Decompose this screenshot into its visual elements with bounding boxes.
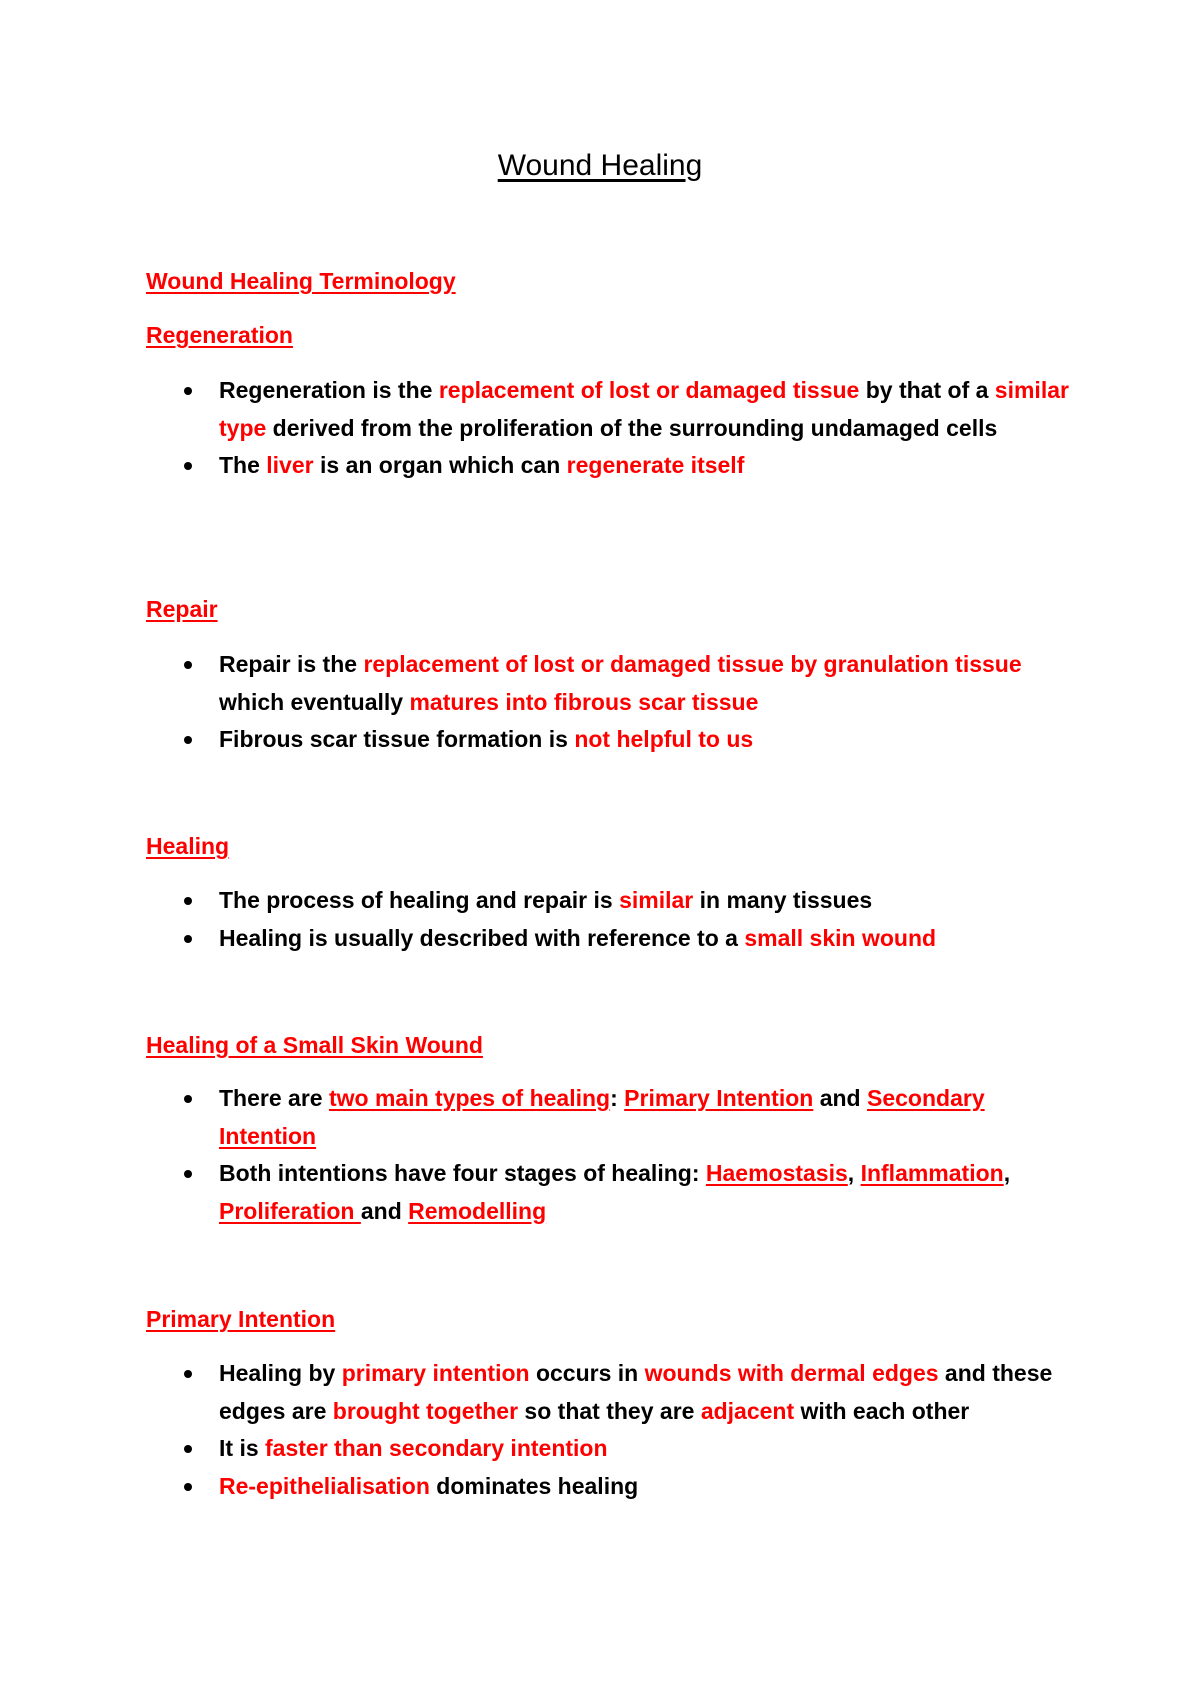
list-item bbox=[146, 882, 1076, 920]
bullet-icon bbox=[184, 736, 192, 744]
bullet-text: Healing by primary intention occurs in wounds with dermal edges and these edges are brought together so that they are adjacent with each other bbox=[219, 1360, 1053, 1424]
section-heading-repair: Repair bbox=[146, 596, 218, 622]
bullet-icon bbox=[184, 1445, 192, 1453]
regeneration-bullet-list bbox=[146, 372, 1076, 485]
section-heading-primary-intention: Primary Intention bbox=[146, 1306, 336, 1332]
bullet-icon bbox=[184, 1095, 192, 1103]
list-item bbox=[146, 1468, 1076, 1506]
list-item bbox=[146, 721, 1076, 759]
bullet-text: Both intentions have four stages of healing: Haemostasis, Inflammation, Proliferation and Remodelling bbox=[219, 1160, 1011, 1224]
bullet-icon bbox=[184, 661, 192, 669]
list-item bbox=[146, 1080, 1076, 1155]
healing-bullet-list bbox=[146, 882, 1076, 957]
bullet-icon bbox=[184, 387, 192, 395]
bullet-text: Healing is usually described with reference to a small skin wound bbox=[219, 924, 937, 951]
bullet-icon bbox=[184, 1483, 192, 1491]
bullet-icon bbox=[184, 462, 192, 470]
section-heading-small-skin-wound: Healing of a Small Skin Wound bbox=[146, 1032, 483, 1058]
primary-intention-bullet-list bbox=[146, 1355, 1076, 1505]
bullet-text: The liver is an organ which can regenerate itself bbox=[219, 452, 745, 478]
section-heading-healing: Healing bbox=[146, 833, 230, 859]
bullet-text: The process of healing and repair is similar in many tissues bbox=[219, 887, 873, 913]
list-item bbox=[146, 1430, 1076, 1468]
bullet-icon bbox=[184, 1370, 192, 1378]
section-heading-terminology: Wound Healing Terminology bbox=[146, 268, 456, 294]
list-item bbox=[146, 646, 1076, 721]
list-item bbox=[146, 1155, 1076, 1230]
repair-bullet-list bbox=[146, 646, 1076, 759]
bullet-icon bbox=[184, 897, 192, 905]
bullet-text: Repair is the replacement of lost or damaged tissue by granulation tissue which eventually matures into fibrous scar tissue bbox=[219, 651, 1022, 715]
document-title: Wound Healing bbox=[497, 149, 703, 182]
section-heading-regeneration: Regeneration bbox=[146, 322, 293, 348]
list-item bbox=[146, 372, 1076, 447]
bullet-text: Fibrous scar tissue formation is not helpful to us bbox=[219, 726, 754, 752]
bullet-text: It is faster than secondary intention bbox=[219, 1435, 608, 1461]
bullet-text: Re-epithelialisation dominates healing bbox=[219, 1472, 639, 1499]
bullet-icon bbox=[184, 1170, 192, 1178]
list-item bbox=[146, 1355, 1076, 1430]
small-skin-wound-bullet-list bbox=[146, 1080, 1076, 1230]
bullet-text: Regeneration is the replacement of lost or damaged tissue by that of a similar type derived from the proliferation of the surrounding undamaged cells bbox=[219, 377, 1069, 441]
list-item bbox=[146, 920, 1076, 958]
list-item bbox=[146, 447, 1076, 485]
bullet-icon bbox=[184, 935, 192, 943]
bullet-text: There are two main types of healing: Primary Intention and Secondary Intention bbox=[219, 1085, 985, 1149]
